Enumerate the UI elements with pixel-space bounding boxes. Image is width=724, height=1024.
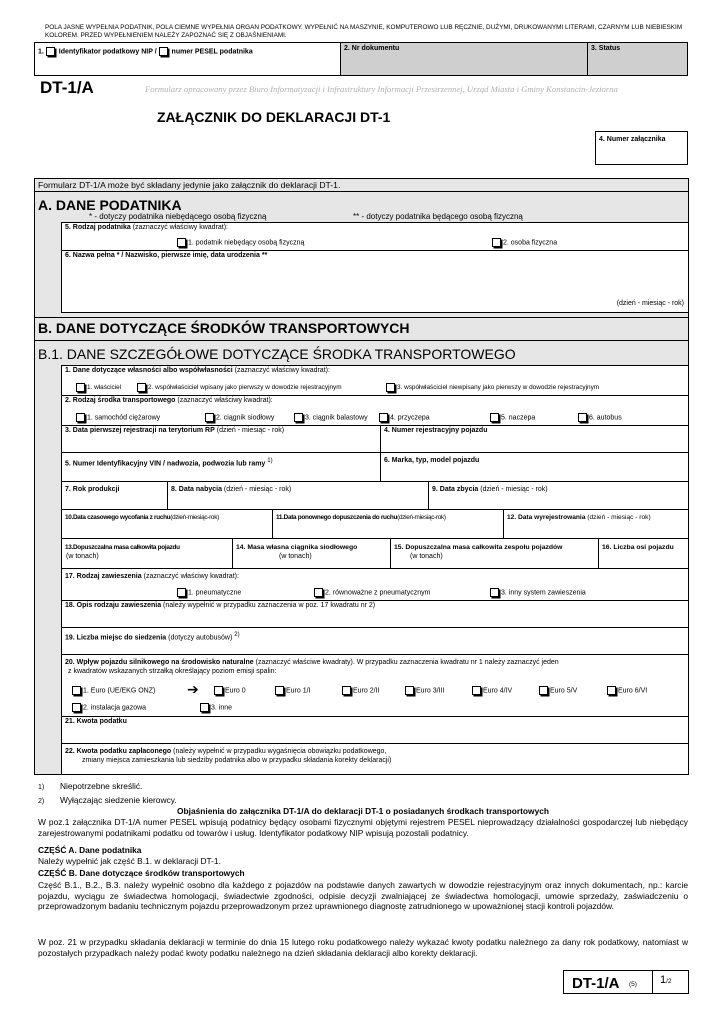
footer-page-current: 1	[660, 974, 667, 986]
a-field-5-opt2-checkbox[interactable]	[492, 238, 501, 247]
b-field-1-opt3-checkbox[interactable]	[386, 383, 395, 392]
b-field-22-hint: (należy wypełnić w przypadku wygaśnięcia obowiązku podatkowego,	[173, 748, 387, 755]
b-field-17-opt1-label: 1. pneumatyczne	[188, 589, 242, 597]
b-field-20-environment[interactable]	[61, 654, 689, 717]
b-field-17-hint: (zaznaczyć właściwy kwadrat):	[143, 573, 239, 580]
section-a-note2: ** - dotyczy podatnika będącego osobą fizyczną	[353, 212, 523, 221]
b-field-19-sup: 2)	[234, 632, 240, 638]
explanations-p1: W poz.1 załącznika DT-1/A numer PESEL wpisują podatnicy będący osobami fizycznymi objętymi rejestrem PESEL nieprowadzący działalności gospodarczej lub niebędący zarejestrowanymi podatnikami podatku od towarów i usług. Identyfikator podatkowy NIP wpisują pozostali podatnicy.	[38, 817, 688, 838]
b-field-2-opt2-checkbox[interactable]	[205, 413, 214, 422]
b-field-22-hint2: zmiany miejsca zamieszkania lub siedziby podatnika albo w przypadku składania korekty deklaracji)	[82, 757, 392, 764]
b-field-20-opt1-checkbox[interactable]	[72, 686, 81, 695]
b-field-2-opt6-label: 6. autobus	[589, 414, 622, 422]
intro-text: Formularz DT-1/A może być składany jedynie jako załącznik do deklaracji DT-1.	[38, 180, 341, 190]
b-field-20-hint: (zaznaczyć właściwe kwadraty). W przypadku zaznaczenia kwadratu nr 1 należy zaznaczyć jeden	[255, 659, 559, 666]
b-field-7-label: 7. Rok produkcji	[65, 486, 120, 493]
b-field-17-opt3-checkbox[interactable]	[490, 588, 499, 597]
part-a-heading: CZĘŚĆ A. Dane podatnika	[38, 845, 142, 855]
a-field-6-date-hint: (dzień - miesiąc - rok)	[616, 300, 684, 307]
field-2-label: 2. Nr dokumentu	[344, 45, 400, 52]
b-field-2-vehicle-type[interactable]	[61, 395, 689, 426]
poz21-text: W poz. 21 w przypadku składania deklaracji w terminie do dnia 15 lutego roku podatkowego należy wykazać kwoty podatku należnego za dany rok podatkowy, natomiast w pozostałych przypadkach należy podać kwoty podatku należnego na dzień składania deklaracji albo korekty deklaracji.	[38, 937, 688, 958]
a-field-5-hint: (zaznaczyć właściwy kwadrat):	[132, 224, 228, 231]
form-code: DT-1/A	[40, 78, 94, 97]
b-field-9-hint: (dzień - miesiąc - rok)	[480, 486, 548, 493]
a-field-5-label: 5. Rodzaj podatnika	[65, 224, 131, 231]
field-3-status	[587, 42, 688, 76]
euro-5-checkbox[interactable]	[539, 686, 548, 695]
b-field-13-gross-mass[interactable]	[61, 538, 233, 569]
b-field-6-make-model[interactable]	[380, 452, 689, 482]
footnote-1-text: Niepotrzebne skreślić.	[60, 781, 143, 791]
b-field-1-opt1-label: 1. właściciel	[87, 384, 122, 392]
section-a-note1: * - dotyczy podatnika niebędącego osobą fizyczną	[89, 212, 267, 221]
nip-checkbox[interactable]	[46, 47, 55, 56]
b-field-5-sup: 1)	[267, 458, 273, 464]
footer-page-number	[660, 974, 672, 988]
form-title: ZAŁĄCZNIK DO DEKLARACJI DT-1	[157, 109, 391, 125]
a-field-5-opt1-checkbox[interactable]	[177, 238, 186, 247]
b-field-20-opt1-label: 1. Euro (UE/EKG ONZ)	[83, 687, 156, 695]
b-field-2-opt3-checkbox[interactable]	[294, 413, 303, 422]
euro-4-checkbox[interactable]	[472, 686, 481, 695]
euro-0-label: Euro 0	[225, 687, 246, 695]
field-1-num: 1.	[38, 48, 44, 56]
b-field-2-opt4-checkbox[interactable]	[379, 413, 388, 422]
a-field-5-opt2-label: 2. osoba fizyczna	[503, 239, 558, 247]
b-field-2-opt5-label: 5. naczepa	[501, 414, 536, 422]
part-b-heading: CZĘŚĆ B. Dane dotyczące środków transportowych	[38, 868, 245, 878]
b-field-15-label: 15. Dopuszczalna masa całkowita zespołu pojazdów	[394, 544, 563, 551]
part-a-text: Należy wypełnić jak część B.1. w deklaracji DT-1.	[38, 856, 221, 866]
b-field-5-label: 5. Numer Identyfikacyjny VIN / nadwozia, podwozia lub ramy	[65, 460, 266, 468]
b-field-14-tractor-mass[interactable]	[232, 538, 391, 569]
euro-5-label: Euro 5/V	[550, 687, 578, 695]
b-field-12-deregistration-date[interactable]	[503, 509, 689, 539]
a-field-6-label: 6. Nazwa pełna * / Nazwisko, pierwsze imię, data urodzenia **	[65, 252, 268, 259]
part-b-text: Część B.1., B.2., B.3. należy wypełnić osobno dla każdego z pojazdów na podstawie danych zawartych w dowodzie rejestracyjnym oraz innych dokumentach, np.: karcie pojazdu, wyciągu ze świadectwa homologacji, świadectwie zgodności, odpisie decyzji zwalniającej ze świadectwa homologacji, umowie sprzedaży, zaświadczeniu o przeprowadzonym badaniu technicznym pojazdu przeprowadzonym przez uprawnionego diagnostę zatrudnionego w upoważnionej stacji kontroli pojazdów.	[38, 880, 688, 912]
b-field-20-opt3-checkbox[interactable]	[200, 703, 209, 712]
header-instruction: POLA JASNE WYPEŁNIA PODATNIK, POLA CIEMNE WYPEŁNIA ORGAN PODATKOWY. WYPEŁNIĆ NA MASZYNIE, KOMPUTEROWO LUB RĘCZNIE, DUŻYMI, DRUKOWANYMI LITERAMI, CZARNYM LUB NIEBIESKIM KOLOREM. PRZED WYPEŁNIENIEM NALEŻY ZAPOZNAĆ SIĘ Z OBJAŚNIENIAMI.	[45, 24, 683, 39]
euro-2-checkbox[interactable]	[342, 686, 351, 695]
b-field-15-hint: (w tonach)	[410, 553, 443, 560]
b-field-20-opt2-checkbox[interactable]	[72, 703, 81, 712]
b-field-1-opt1-checkbox[interactable]	[76, 383, 85, 392]
b-field-21-label: 21. Kwota podatku	[65, 718, 127, 725]
euro-4-label: Euro 4/IV	[483, 687, 513, 695]
b-field-8-label: 8. Data nabycia	[171, 486, 222, 493]
b-field-2-label: 2. Rodzaj środka transportowego	[65, 397, 176, 404]
b-field-17-opt2-checkbox[interactable]	[314, 588, 323, 597]
b-field-20-label: 20. Wpływ pojazdu silnikowego na środowisko naturalne	[65, 659, 254, 666]
b-field-1-ownership[interactable]	[61, 365, 689, 396]
a-field-5-taxpayer-type[interactable]	[61, 222, 689, 251]
euro-3-checkbox[interactable]	[405, 686, 414, 695]
b-field-22-label: 22. Kwota podatku zapłaconego	[65, 748, 172, 755]
b-field-1-opt2-label: 2. współwłaściciel wpisany jako pierwszy w dowodzie rejestracyjnym	[148, 384, 342, 392]
b-field-18-label: 18. Opis rodzaju zawieszenia	[65, 602, 162, 609]
b-field-19-label: 19. Liczba miejsc do siedzenia	[65, 634, 167, 642]
field-1-pesel-label: numer PESEL podatnika	[171, 48, 253, 56]
b-field-12-hint: (dzień - miesiąc - rok)	[587, 514, 651, 521]
b-field-17-opt2-label: 2. równoważne z pneumatycznym	[325, 589, 431, 597]
footnote-1-num: 1)	[38, 784, 45, 791]
b-field-12-label: 12. Data wyrejestrowania	[507, 514, 586, 521]
section-b-title: B. DANE DOTYCZĄCE ŚRODKÓW TRANSPORTOWYCH	[38, 320, 410, 336]
b-field-9-label: 9. Data zbycia	[432, 486, 479, 493]
b-field-2-opt4-label: 4. przyczepa	[390, 414, 430, 422]
b-field-17-suspension[interactable]	[61, 568, 689, 601]
b-field-9-disposal-date[interactable]	[428, 481, 689, 510]
euro-2-label: Euro 2/II	[353, 687, 380, 695]
b-field-19-seats[interactable]	[61, 627, 689, 655]
euro-1-label: Euro 1/I	[286, 687, 311, 695]
pesel-checkbox[interactable]	[159, 47, 168, 56]
field-4-label: 4. Numer załącznika	[599, 136, 666, 143]
b-field-20-hint2: z kwadratów wskazanych strzałką określający poziom emisji spalin:	[68, 668, 277, 675]
field-1-id[interactable]	[34, 42, 341, 76]
b-field-22-tax-paid[interactable]	[61, 743, 689, 775]
b-field-2-opt2-label: 2. ciągnik siodłowy	[216, 414, 275, 422]
b-field-21-tax-amount[interactable]	[61, 716, 689, 744]
field-1-nip-label: Identyfikator podatkowy NIP /	[58, 48, 157, 56]
footnote-2-text: Wyłączając siedzenie kierowcy.	[60, 795, 177, 805]
field-3-label: 3. Status	[591, 45, 621, 52]
euro-3-label: Euro 3/III	[416, 687, 445, 695]
b-field-2-hint: (zaznaczyć właściwy kwadrat):	[177, 397, 273, 404]
b-field-16-axles[interactable]	[598, 538, 689, 569]
b-field-18-suspension-description[interactable]	[61, 600, 689, 628]
a-field-5-opt1-label: 1. podatnik niebędący osobą fizyczną	[188, 239, 305, 247]
b-field-2-opt3-label: 3. ciągnik balastowy	[305, 414, 368, 422]
euro-6-checkbox[interactable]	[607, 686, 616, 695]
form-note: Formularz opracowany przez Biuro Informatyzacji i Infrastruktury Informacji Przestrzennej, Urząd Miasta i Gminy Konstancin-Jeziorna	[145, 84, 618, 94]
b-field-7-production-year[interactable]	[61, 481, 168, 510]
footnote-1	[38, 781, 142, 793]
b-field-14-label: 14. Masa własna ciągnika siodłowego	[236, 544, 358, 551]
footnote-2-num: 2)	[38, 798, 45, 805]
b-field-2-opt6-checkbox[interactable]	[578, 413, 587, 422]
b-field-8-acquisition-date[interactable]	[167, 481, 429, 510]
b-field-18-hint: (należy wypełnić w przypadku zaznaczenia w poz. 17 kwadratu nr 2)	[163, 602, 376, 609]
euro-0-checkbox[interactable]	[214, 686, 223, 695]
arrow-right-icon: ➔	[187, 682, 199, 698]
b-field-11-readmission-date[interactable]	[272, 509, 504, 539]
b-field-4-label: 4. Numer rejestracyjny pojazdu	[384, 427, 488, 434]
b-field-17-opt1-checkbox[interactable]	[177, 588, 186, 597]
b-field-10-label: 10.Data czasowego wycofania z ruchu	[65, 514, 171, 521]
footer-page-total: /2	[666, 978, 672, 985]
b-field-2-opt1-label: 1. samochód ciężarowy	[87, 414, 161, 422]
b-field-15-combination-mass[interactable]	[390, 538, 599, 569]
b-field-20-opt2-label: 2. instalacja gazowa	[83, 704, 147, 712]
b-field-14-hint: (w tonach)	[279, 553, 312, 560]
footer-form-box	[563, 970, 689, 994]
section-b1-title: B.1. DANE SZCZEGÓŁOWE DOTYCZĄCE ŚRODKA TRANSPORTOWEGO	[38, 346, 516, 362]
b-field-3-label: 3. Data pierwszej rejestracji na terytorium RP	[65, 427, 215, 434]
b-field-1-hint: (zaznaczyć właściwy kwadrat):	[234, 367, 330, 374]
b-field-16-label: 16. Liczba osi pojazdu	[602, 544, 674, 551]
b-field-1-opt3-label: 3. współwłaściciel niewpisany jako pierwszy w dowodzie rejestracyjnym	[397, 384, 600, 392]
a-field-6-name[interactable]	[61, 250, 689, 313]
b-field-13-label: 13.Dopuszczalna masa całkowita pojazdu	[65, 544, 180, 551]
euro-6-label: Euro 6/VI	[618, 687, 648, 695]
b-field-2-opt1-checkbox[interactable]	[76, 413, 85, 422]
b-field-11-label: 11.Data ponownego dopuszczenia do ruchu	[276, 514, 398, 521]
field-2-document-number	[340, 42, 588, 76]
b-field-8-hint: (dzień - miesiąc - rok)	[223, 486, 292, 493]
b-field-11-hint: (dzień-miesiąc-rok)	[397, 514, 446, 521]
b-field-2-opt5-checkbox[interactable]	[490, 413, 499, 422]
b-field-19-hint: (dotyczy autobusów)	[168, 634, 233, 642]
field-4-attachment-number[interactable]	[595, 131, 688, 165]
b-field-3-first-registration[interactable]	[61, 425, 381, 453]
b-field-10-withdrawal-date[interactable]	[61, 509, 273, 539]
b-field-5-vin[interactable]	[61, 452, 381, 482]
b-field-20-opt3-label: 3. inne	[211, 704, 233, 712]
b-field-17-opt3-label: 3. inny system zawieszenia	[501, 589, 586, 597]
b-field-1-label: 1. Dane dotyczące własności albo współwłasności	[65, 367, 233, 374]
explanations-title: Objaśnienia do załącznika DT-1/A do deklaracji DT-1 o posiadanych środkach transportowych	[176, 806, 549, 816]
b-field-3-hint: (dzień - miesiąc - rok)	[216, 427, 285, 434]
b-field-17-label: 17. Rodzaj zawieszenia	[65, 573, 142, 580]
section-a-title: A. DANE PODATNIKA	[38, 197, 182, 213]
b-field-1-opt2-checkbox[interactable]	[137, 383, 146, 392]
b-field-6-label: 6. Marka, typ, model pojazdu	[384, 457, 480, 464]
b-field-13-hint: (w tonach)	[66, 553, 99, 560]
b-field-4-registration-number[interactable]	[380, 425, 689, 453]
b-field-10-hint: (dzień-miesiąc-rok)	[170, 514, 219, 521]
footer-form-version: (5)	[629, 981, 637, 988]
euro-1-checkbox[interactable]	[275, 686, 284, 695]
footer-form-code: DT-1/A	[572, 975, 620, 992]
